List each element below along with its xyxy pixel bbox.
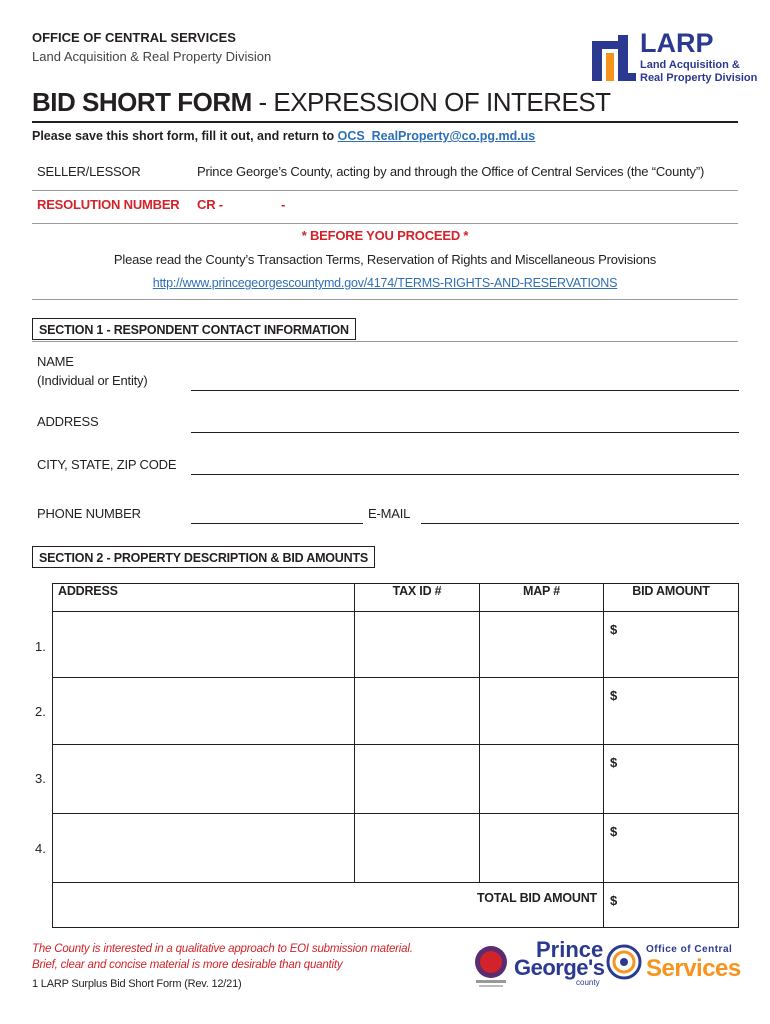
division-name: Land Acquisition & Real Property Division xyxy=(32,49,272,64)
phone-label: PHONE NUMBER xyxy=(37,506,141,521)
row4-tax-id-cell[interactable] xyxy=(355,814,480,883)
total-bid-label: TOTAL BID AMOUNT xyxy=(53,883,604,928)
total-bid-amount-cell[interactable]: $ xyxy=(604,883,739,928)
row2-address-cell[interactable] xyxy=(53,678,355,745)
bid-table xyxy=(52,583,739,928)
larp-logo-line2: Real Property Division xyxy=(640,72,758,84)
larp-logo-line1: Land Acquisition & xyxy=(640,59,740,71)
row2-map-cell[interactable] xyxy=(480,678,604,745)
office-name: OFFICE OF CENTRAL SERVICES xyxy=(32,30,236,45)
instructions-text: Please save this short form, fill it out, and return to xyxy=(32,129,338,143)
row3-map-cell[interactable] xyxy=(480,745,604,814)
name-label: NAME xyxy=(37,354,74,369)
name-field[interactable] xyxy=(191,390,739,391)
city-state-zip-label: CITY, STATE, ZIP CODE xyxy=(37,457,177,472)
email-label: E-MAIL xyxy=(368,506,411,521)
form-title xyxy=(32,87,611,118)
address-field[interactable] xyxy=(191,432,739,433)
row-number: 4. xyxy=(35,841,46,856)
city-state-zip-field[interactable] xyxy=(191,474,739,475)
georges-logo-text: George's xyxy=(514,955,605,980)
row1-tax-id-cell[interactable] xyxy=(355,612,480,678)
title-divider xyxy=(32,121,738,123)
col-bid-amount-header: BID AMOUNT xyxy=(604,584,739,612)
county-seal-icon xyxy=(472,940,512,990)
row3-address-cell[interactable] xyxy=(53,745,355,814)
section1-divider xyxy=(32,341,738,342)
table-row xyxy=(53,814,739,883)
row1-address-cell[interactable] xyxy=(53,612,355,678)
notice-text: Please read the County’s Transaction Terms, Reservation of Rights and Miscellaneous Provisions xyxy=(113,252,657,267)
footer-note xyxy=(32,941,413,973)
resolution-divider xyxy=(32,223,738,224)
county-logo-text: county xyxy=(576,978,600,987)
table-row xyxy=(53,745,739,814)
instructions xyxy=(32,129,535,143)
footer-note-line1: The County is interested in a qualitative approach to EOI submission material. xyxy=(32,943,413,955)
row3-bid-amount-cell[interactable]: $ xyxy=(604,745,739,814)
row2-tax-id-cell[interactable] xyxy=(355,678,480,745)
ocs-logo-line1: Office of Central xyxy=(646,944,733,955)
seller-divider xyxy=(32,190,738,191)
col-tax-id-header: TAX ID # xyxy=(355,584,480,612)
row4-address-cell[interactable] xyxy=(53,814,355,883)
footer-note-line2: Brief, clear and concise material is more desirable than quantity xyxy=(32,959,343,971)
larp-logo-icon xyxy=(590,33,640,83)
row-number: 3. xyxy=(35,771,46,786)
col-map-header: MAP # xyxy=(480,584,604,612)
row4-map-cell[interactable] xyxy=(480,814,604,883)
section2-title: SECTION 2 - PROPERTY DESCRIPTION & BID AMOUNTS xyxy=(32,546,375,568)
ocs-logo-icon xyxy=(606,944,642,980)
seller-value: Prince George’s County, acting by and through the Office of Central Services (the “County”) xyxy=(197,164,705,179)
bid-table-header xyxy=(53,584,739,612)
resolution-dash: - xyxy=(281,197,286,212)
phone-field[interactable] xyxy=(191,523,363,524)
row1-map-cell[interactable] xyxy=(480,612,604,678)
notice-divider xyxy=(32,299,738,300)
ocs-logo-line2: Services xyxy=(646,955,741,982)
instructions-email-link[interactable]: OCS_RealProperty@co.pg.md.us xyxy=(337,129,536,143)
form-title-rest: - EXPRESSION OF INTEREST xyxy=(251,87,611,117)
row-number: 2. xyxy=(35,704,46,719)
larp-logo-title: LARP xyxy=(640,28,714,58)
table-row xyxy=(53,612,739,678)
resolution-label: RESOLUTION NUMBER xyxy=(37,197,180,212)
row4-bid-amount-cell[interactable]: $ xyxy=(604,814,739,883)
form-title-bold: BID SHORT FORM xyxy=(32,87,252,117)
address-label: ADDRESS xyxy=(37,414,99,429)
resolution-prefix[interactable]: CR - xyxy=(197,197,223,212)
total-row xyxy=(53,883,739,928)
table-row xyxy=(53,678,739,745)
row3-tax-id-cell[interactable] xyxy=(355,745,480,814)
form-revision: 1 LARP Surplus Bid Short Form (Rev. 12/21) xyxy=(32,978,242,990)
seller-label: SELLER/LESSOR xyxy=(37,164,141,179)
row2-bid-amount-cell[interactable]: $ xyxy=(604,678,739,745)
terms-link[interactable]: http://www.princegeorgescountymd.gov/4174/TERMS-RIGHTS-AND-RESERVATIONS xyxy=(152,276,618,290)
name-sublabel: (Individual or Entity) xyxy=(37,373,148,388)
row1-bid-amount-cell[interactable]: $ xyxy=(604,612,739,678)
email-field[interactable] xyxy=(421,523,739,524)
row-number: 1. xyxy=(35,639,46,654)
section1-title: SECTION 1 - RESPONDENT CONTACT INFORMATION xyxy=(32,318,356,340)
col-address-header: ADDRESS xyxy=(53,584,355,612)
prince-logo-text: Prince xyxy=(536,937,604,962)
proceed-heading: * BEFORE YOU PROCEED * xyxy=(301,228,469,243)
